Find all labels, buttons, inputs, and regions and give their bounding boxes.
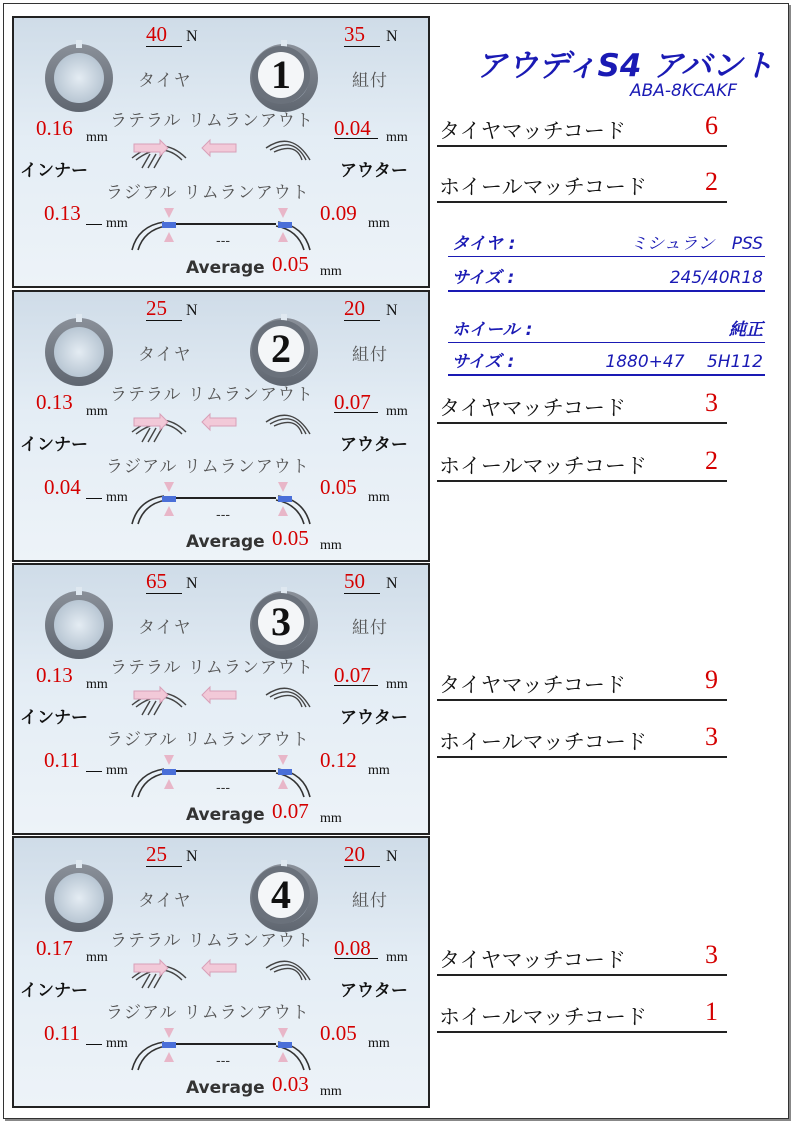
wheel-match-code: 2 [705,167,718,196]
lateral-inner-value: 0.16 [36,116,73,140]
tire-size-row [448,264,765,292]
radial-runout-label: ラジアル リムランアウト [106,457,310,477]
assembled-label: 組付 [352,345,388,365]
inner-label: インナー [20,435,88,455]
wheel-number-badge [251,865,311,925]
wheel-match-code: 1 [705,997,718,1026]
average-value: 0.05 [272,252,309,276]
tire-newton-value: 65 [146,569,167,593]
tire-spec-label: タイヤ : [452,234,516,254]
outer-label: アウター [340,161,408,181]
radial-outer-value: 0.05 [320,1021,357,1045]
mm-unit: mm [106,1036,128,1051]
average-label: Average [186,258,265,278]
wheel-size-value: 1880+47 5H112 [605,352,763,372]
inner-label: インナー [20,708,88,728]
wheel-match-label: ホイールマッチコード [439,1005,647,1029]
wheel-panel-3 [12,563,430,835]
tire-newton-value: 25 [146,296,167,320]
tire-newton-value: 40 [146,22,167,46]
wheel-panel-2 [12,290,430,562]
newton-unit: N [386,302,398,319]
average-placeholder: --- [216,1054,231,1069]
newton-unit: N [186,848,198,865]
tire-spec-row [448,230,765,257]
tire-match-row [437,665,727,701]
lateral-outer-value: 0.04 [334,116,371,140]
outer-label: アウター [340,981,408,1001]
radial-inner-value: 0.11 [44,1021,80,1045]
mm-unit: mm [386,950,408,965]
outer-label: アウター [340,708,408,728]
radial-outer-value: 0.09 [320,201,357,225]
tire-match-code: 9 [705,665,718,694]
wheel-match-row [437,446,727,482]
wheel-match-row [437,722,727,758]
newton-unit: N [386,575,398,592]
wheel-number: 3 [271,599,291,644]
wheel-size-row [448,348,765,376]
tire-label: タイヤ [138,618,192,638]
wheel-match-label: ホイールマッチコード [439,175,647,199]
tire-match-label: タイヤマッチコード [439,948,626,972]
mm-unit: mm [386,130,408,145]
tire-match-label: タイヤマッチコード [439,673,626,697]
tire-match-row [437,111,727,147]
assembled-newton-value: 20 [344,296,365,320]
average-value: 0.07 [272,799,309,823]
lateral-runout-label: ラテラル リムランアウト [110,658,314,678]
tire-label: タイヤ [138,71,192,91]
mm-unit: mm [320,538,342,553]
mm-unit: mm [368,216,390,231]
mm-unit: mm [320,264,342,279]
tire-match-row [437,940,727,976]
tire-size-label: サイズ : [452,268,515,288]
mm-unit: mm [106,763,128,778]
assembled-label: 組付 [352,618,388,638]
radial-outer-value: 0.12 [320,748,357,772]
radial-inner-value: 0.04 [44,475,81,499]
average-placeholder: --- [216,508,231,523]
wheel-number-badge [251,45,311,105]
wheel-number: 4 [271,872,291,917]
lateral-runout-label: ラテラル リムランアウト [110,385,314,405]
mm-unit: mm [86,950,108,965]
wheel-number: 2 [271,326,291,371]
lateral-outer-value: 0.07 [334,663,371,687]
radial-outer-value: 0.05 [320,475,357,499]
tire-match-code: 3 [705,940,718,969]
wheel-number: 1 [271,52,291,97]
mm-unit: mm [386,677,408,692]
mm-unit: mm [320,1084,342,1099]
mm-unit: mm [320,811,342,826]
average-value: 0.05 [272,526,309,550]
radial-runout-label: ラジアル リムランアウト [106,183,310,203]
tire-label: タイヤ [138,345,192,365]
assembled-label: 組付 [352,71,388,91]
newton-unit: N [186,575,198,592]
mm-unit: mm [368,1036,390,1051]
newton-unit: N [186,28,198,45]
assembled-newton-value: 35 [344,22,365,46]
tire-match-row [437,388,727,424]
wheel-number-badge [251,319,311,379]
mm-unit: mm [106,216,128,231]
lateral-outer-value: 0.07 [334,390,371,414]
wheel-match-code: 2 [705,446,718,475]
tire-label: タイヤ [138,891,192,911]
newton-unit: N [386,848,398,865]
tire-newton-value: 25 [146,842,167,866]
wheel-panel-4 [12,836,430,1108]
average-placeholder: --- [216,781,231,796]
assembled-newton-value: 50 [344,569,365,593]
wheel-match-label: ホイールマッチコード [439,454,647,478]
wheel-match-label: ホイールマッチコード [439,730,647,754]
inner-label: インナー [20,161,88,181]
lateral-inner-value: 0.17 [36,936,73,960]
wheel-match-row [437,997,727,1033]
mm-unit: mm [386,404,408,419]
average-value: 0.03 [272,1072,309,1096]
average-label: Average [186,1078,265,1098]
lateral-runout-label: ラテラル リムランアウト [110,931,314,951]
tire-match-label: タイヤマッチコード [439,396,626,420]
wheel-spec-value: 純正 [729,320,763,340]
assembled-newton-value: 20 [344,842,365,866]
mm-unit: mm [106,490,128,505]
mm-unit: mm [368,490,390,505]
tire-match-code: 6 [705,111,718,140]
tire-spec-value: ミシュラン PSS [630,234,763,254]
lateral-inner-value: 0.13 [36,390,73,414]
mm-unit: mm [368,763,390,778]
tire-match-code: 3 [705,388,718,417]
mm-unit: mm [86,677,108,692]
average-label: Average [186,532,265,552]
model-code: ABA-8KCAKF [630,81,737,101]
newton-unit: N [186,302,198,319]
outer-label: アウター [340,435,408,455]
wheel-panel-1 [12,16,430,288]
inner-label: インナー [20,981,88,1001]
radial-inner-value: 0.11 [44,748,80,772]
wheel-size-label: サイズ : [452,352,515,372]
radial-runout-label: ラジアル リムランアウト [106,730,310,750]
wheel-match-row [437,167,727,203]
wheel-number-badge [251,592,311,652]
mm-unit: mm [86,130,108,145]
page-title: アウディS4 アバント [476,48,774,84]
lateral-runout-label: ラテラル リムランアウト [110,111,314,131]
average-placeholder: --- [216,234,231,249]
tire-size-value: 245/40R18 [669,268,763,288]
assembled-label: 組付 [352,891,388,911]
mm-unit: mm [86,404,108,419]
newton-unit: N [386,28,398,45]
lateral-inner-value: 0.13 [36,663,73,687]
radial-runout-label: ラジアル リムランアウト [106,1003,310,1023]
radial-inner-value: 0.13 [44,201,81,225]
tire-match-label: タイヤマッチコード [439,119,626,143]
average-label: Average [186,805,265,825]
wheel-spec-label: ホイール : [452,320,533,340]
lateral-outer-value: 0.08 [334,936,371,960]
wheel-match-code: 3 [705,722,718,751]
wheel-spec-row [448,316,765,343]
